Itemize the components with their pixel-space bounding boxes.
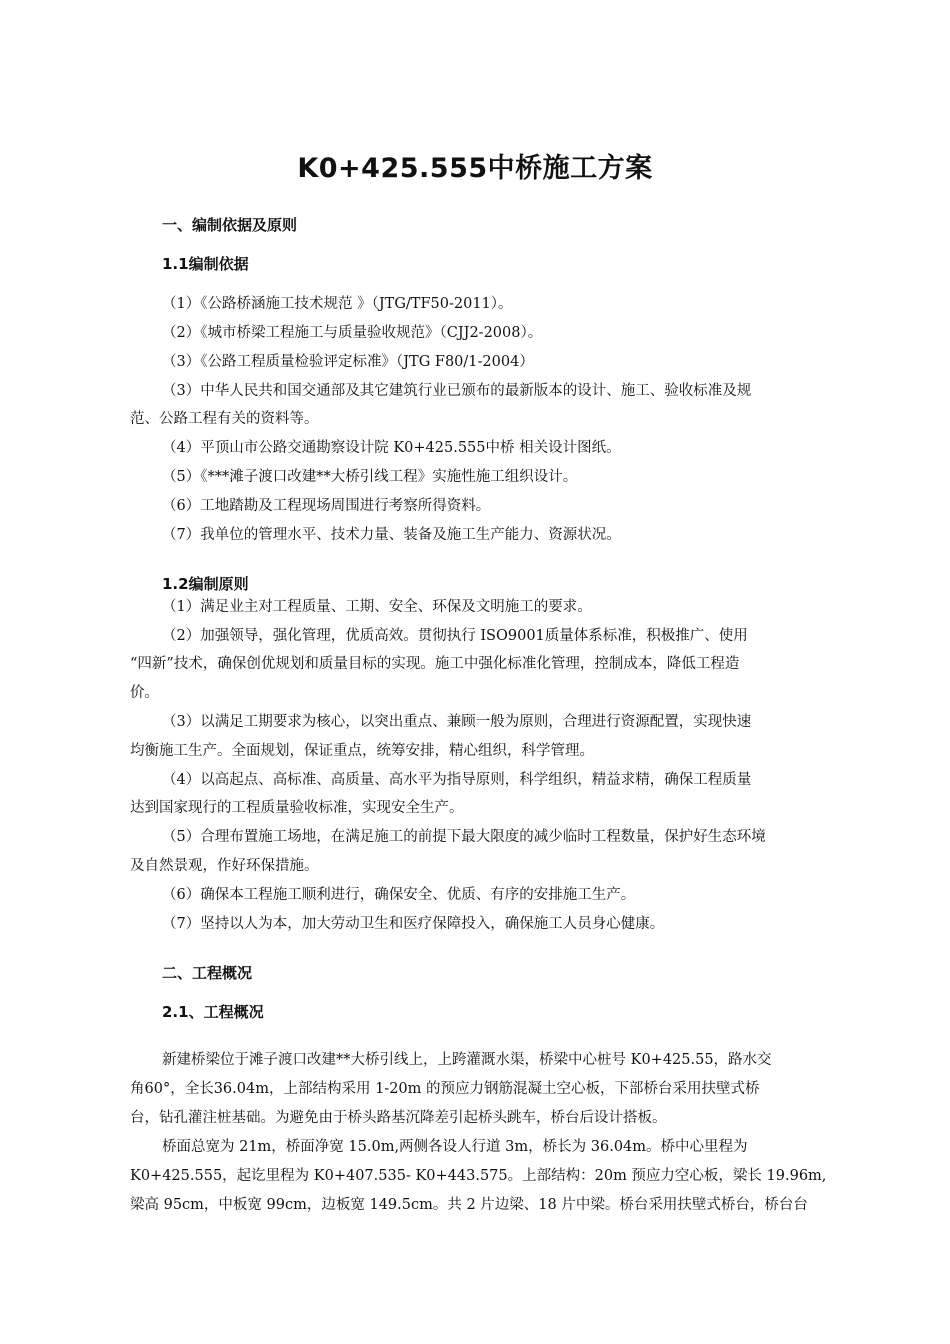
principle-line: 达到国家现行的工程质量验收标准，实现安全生产。: [130, 800, 464, 816]
principle-line: （2）加强领导，强化管理，优质高效。贯彻执行 ISO9001质量体系标准，积极推广、使用: [162, 628, 748, 644]
principle-line: （3）以满足工期要求为核心，以突出重点、兼顾一般为原则，合理进行资源配置，实现快速: [162, 714, 752, 730]
section-heading-basis-principles: 一、编制依据及原则: [162, 216, 298, 234]
principle-line: （5）合理布置施工场地，在满足施工的前提下最大限度的减少临时工程数量，保护好生态环境: [162, 829, 766, 845]
basis-line: （2）《城市桥梁工程施工与质量验收规范》（CJJ2-2008）。: [162, 325, 543, 341]
basis-line: （3）中华人民共和国交通部及其它建筑行业已颁布的最新版本的设计、施工、验收标准及规: [162, 383, 752, 399]
subsection-heading-basis: 1.1编制依据: [162, 255, 249, 273]
overview-line: 台，钻孔灌注桩基础。为避免由于桥头路基沉降差引起桥头跳车，桥台后设计搭板。: [130, 1110, 667, 1126]
subsection-heading-overview: 2.1、工程概况: [162, 1003, 264, 1021]
principle-line: 均衡施工生产。全面规划，保证重点，统筹安排，精心组织，科学管理。: [130, 743, 594, 759]
principle-line: “四新”技术，确保创优规划和质量目标的实现。施工中强化标准化管理，控制成本，降低工程造: [130, 656, 740, 672]
overview-line: 桥面总宽为 21m，桥面净宽 15.0m,两侧各设人行道 3m，桥长为 36.04m。桥中心里程为: [162, 1139, 748, 1155]
overview-line: 梁高 95cm，中板宽 99cm，边板宽 149.5cm。共 2 片边梁、18 片中梁。桥台采用扶壁式桥台，桥台台: [130, 1197, 808, 1213]
principle-line: 及自然景观，作好环保措施。: [130, 858, 319, 874]
basis-line: （7）我单位的管理水平、技术力量、装备及施工生产能力、资源状况。: [162, 527, 621, 543]
basis-line: 范、公路工程有关的资料等。: [130, 411, 319, 427]
overview-line: 新建桥梁位于滩子渡口改建**大桥引线上，上跨灌溉水渠，桥梁中心桩号 K0+425.55，路水交: [162, 1052, 772, 1068]
principle-line: （7）坚持以人为本，加大劳动卫生和医疗保障投入，确保施工人员身心健康。: [162, 916, 665, 932]
overview-line: 角60°，全长36.04m，上部结构采用 1-20m 的预应力钢筋混凝土空心板，下部桥台采用扶壁式桥: [130, 1081, 760, 1097]
section-heading-overview: 二、工程概况: [162, 964, 253, 982]
subsection-heading-principles: 1.2编制原则: [162, 575, 249, 593]
basis-line: （5）《***滩子渡口改建**大桥引线工程》实施性施工组织设计。: [162, 469, 578, 485]
principle-line: （6）确保本工程施工顺利进行，确保安全、优质、有序的安排施工生产。: [162, 887, 636, 903]
basis-line: （3）《公路工程质量检验评定标准》（JTG F80/1-2004）: [162, 354, 534, 370]
overview-line: K0+425.555，起讫里程为 K0+407.535- K0+443.575。上部结构：20m 预应力空心板，梁长 19.96m,: [130, 1168, 827, 1184]
basis-line: （6）工地踏勘及工程现场周围进行考察所得资料。: [162, 498, 491, 514]
document-title: K0+425.555中桥施工方案: [297, 153, 653, 184]
basis-line: （1）《公路桥涵施工技术规范 》（JTG/TF50-2011）。: [162, 296, 513, 312]
basis-line: （4）平顶山市公路交通勘察设计院 K0+425.555中桥 相关设计图纸。: [162, 440, 621, 456]
principle-line: （1）满足业主对工程质量、工期、安全、环保及文明施工的要求。: [162, 599, 592, 615]
principle-line: 价。: [130, 685, 159, 701]
principle-line: （4）以高起点、高标准、高质量、高水平为指导原则，科学组织，精益求精，确保工程质量: [162, 772, 752, 788]
